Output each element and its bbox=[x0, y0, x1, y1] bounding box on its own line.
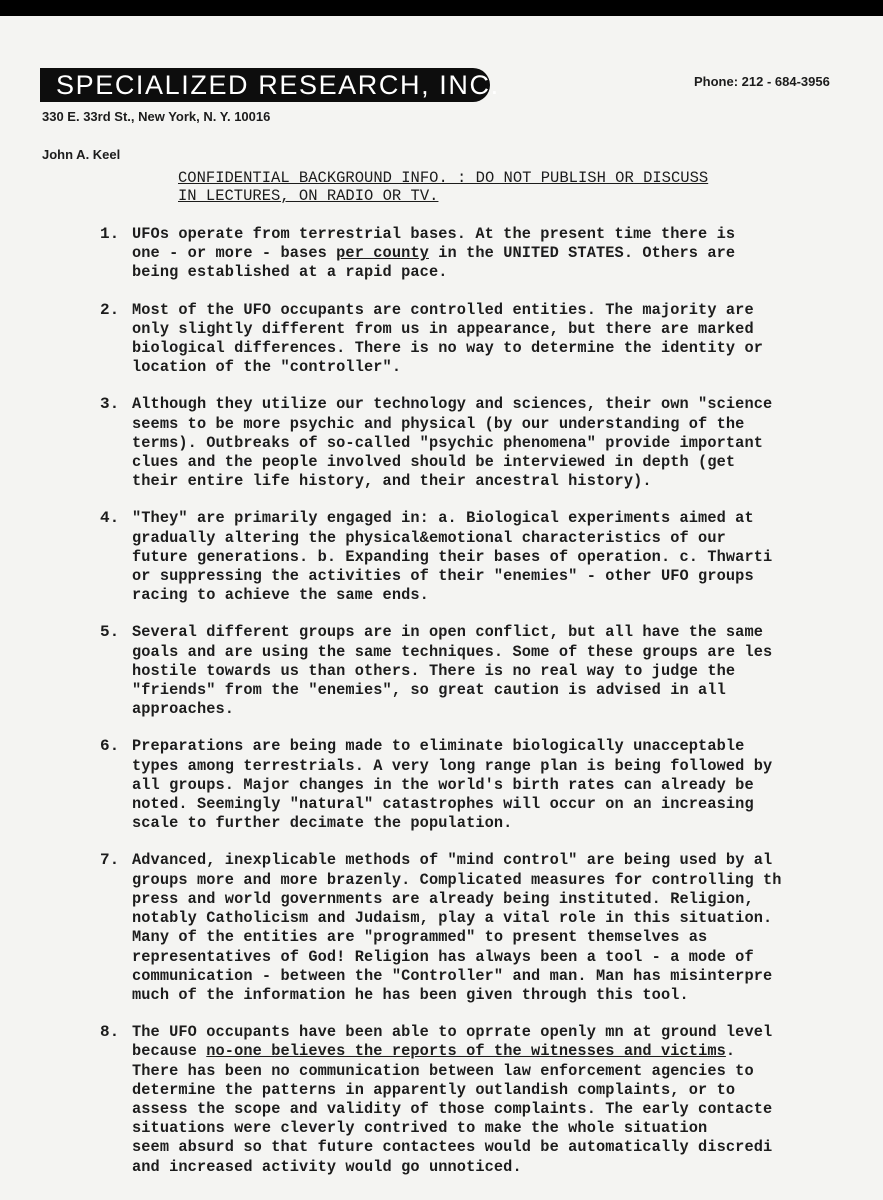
list-item bbox=[100, 225, 883, 283]
item-text bbox=[132, 623, 772, 719]
item-text bbox=[132, 737, 772, 833]
text-line: determine the patterns in apparently outlandish complaints, or to bbox=[132, 1080, 736, 1099]
text-line: approaches. bbox=[132, 700, 235, 719]
underlined-text: no-one believes the reports of the witnesses and victims bbox=[206, 1042, 726, 1061]
text-line: seem absurd so that future contactees would be automatically discredi bbox=[132, 1138, 773, 1157]
text-line: only slightly different from us in appearance, but there are marked bbox=[132, 319, 754, 338]
item-text bbox=[132, 509, 772, 605]
notice-line-2: IN LECTURES, ON RADIO OR TV. bbox=[178, 187, 439, 205]
text-line: clues and the people involved should be interviewed in depth (get bbox=[132, 453, 736, 472]
text-line: notably Catholicism and Judaism, play a vital role in this situation. bbox=[132, 909, 773, 928]
text-line: gradually altering the physical&emotional characteristics of our bbox=[132, 528, 726, 547]
text-line: future generations. b. Expanding their bases of operation. c. Thwarti bbox=[132, 547, 773, 566]
item-number: 8. bbox=[100, 1023, 120, 1042]
text-line: UFOs operate from terrestrial bases. At the present time there is bbox=[132, 225, 736, 243]
top-black-bar bbox=[0, 0, 883, 16]
confidential-notice bbox=[178, 169, 708, 205]
notice-line-1: CONFIDENTIAL BACKGROUND INFO. : DO NOT PUBLISH OR DISCUSS bbox=[178, 169, 709, 187]
text-line: much of the information he has been given through this tool. bbox=[132, 985, 689, 1004]
text-line: "friends" from the "enemies", so great caution is advised in all bbox=[132, 681, 726, 700]
item-number: 1. bbox=[100, 225, 120, 243]
text-line: The UFO occupants have been able to oprrate openly mn at ground level bbox=[132, 1023, 773, 1042]
text-line: location of the "controller". bbox=[132, 358, 402, 377]
list-item bbox=[100, 737, 883, 833]
text-line: and increased activity would go unnoticed. bbox=[132, 1157, 522, 1176]
text-line: hostile towards us than others. There is no real way to judge the bbox=[132, 661, 736, 680]
item-text bbox=[132, 851, 782, 1005]
text-line: types among terrestrials. A very long range plan is being followed by bbox=[132, 756, 773, 775]
list-item bbox=[100, 395, 883, 491]
item-text bbox=[132, 225, 735, 283]
list-item bbox=[100, 301, 883, 378]
company-letterhead bbox=[40, 68, 500, 102]
text-line: Although they utilize our technology and sciences, their own "science bbox=[132, 395, 773, 414]
list-item bbox=[100, 1023, 883, 1177]
text-line: There has been no communication between law enforcement agencies to bbox=[132, 1061, 754, 1080]
text-line: assess the scope and validity of those complaints. The early contacte bbox=[132, 1099, 773, 1118]
text-line: representatives of God! Religion has always been a tool - a mode of bbox=[132, 947, 754, 966]
company-address: 330 E. 33rd St., New York, N. Y. 10016 bbox=[42, 109, 271, 124]
text-line: or suppressing the activities of their "enemies" - other UFO groups bbox=[132, 567, 754, 586]
text-line: noted. Seemingly "natural" catastrophes will occur on an increasing bbox=[132, 795, 754, 814]
company-name: SPECIALIZED RESEARCH, INC. bbox=[56, 70, 500, 100]
text-line: all groups. Major changes in the world's birth rates can already be bbox=[132, 775, 754, 794]
text-line: Most of the UFO occupants are controlled entities. The majority are bbox=[132, 300, 754, 319]
list-item bbox=[100, 509, 883, 605]
underlined-text: per county bbox=[336, 244, 429, 263]
text-line: press and world governments are already being instituted. Religion, bbox=[132, 889, 754, 908]
text-line: Many of the entities are "programmed" to present themselves as bbox=[132, 928, 708, 947]
item-number: 6. bbox=[100, 737, 120, 756]
phone-number: Phone: 212 - 684-3956 bbox=[694, 74, 830, 89]
text-line: communication - between the "Controller" and man. Man has misinterpre bbox=[132, 966, 773, 985]
text-line: goals and are using the same techniques. Some of these groups are les bbox=[132, 642, 773, 661]
text-line: Several different groups are in open conflict, but all have the same bbox=[132, 623, 764, 642]
item-number: 4. bbox=[100, 509, 120, 528]
text-line: scale to further decimate the population. bbox=[132, 814, 513, 833]
text-line: biological differences. There is no way to determine the identity or bbox=[132, 339, 764, 358]
item-text bbox=[132, 301, 763, 378]
text-line: because no-one believes the reports of the witnesses and victims. bbox=[132, 1042, 736, 1061]
text-line: "They" are primarily engaged in: a. Biological experiments aimed at bbox=[132, 509, 754, 528]
item-text bbox=[132, 1023, 772, 1177]
list-item bbox=[100, 851, 883, 1005]
list-item bbox=[100, 623, 883, 719]
text-line: terms). Outbreaks of so-called "psychic phenomena" provide important bbox=[132, 433, 764, 452]
numbered-list bbox=[100, 225, 883, 1195]
item-text bbox=[132, 395, 772, 491]
text-line: Advanced, inexplicable methods of "mind control" are being used by al bbox=[132, 851, 773, 870]
item-number: 3. bbox=[100, 395, 120, 414]
text-line: groups more and more brazenly. Complicated measures for controlling th bbox=[132, 870, 782, 889]
text-line: their entire life history, and their ancestral history). bbox=[132, 472, 652, 491]
item-number: 5. bbox=[100, 623, 120, 642]
text-line: racing to achieve the same ends. bbox=[132, 586, 429, 605]
text-line: being established at a rapid pace. bbox=[132, 263, 448, 282]
text-line: one - or more - bases per county in the UNITED STATES. Others are bbox=[132, 244, 736, 263]
item-number: 7. bbox=[100, 851, 120, 870]
text-line: seems to be more psychic and physical (by our understanding of the bbox=[132, 414, 745, 433]
item-number: 2. bbox=[100, 300, 120, 319]
author-name: John A. Keel bbox=[42, 147, 121, 162]
text-line: Preparations are being made to eliminate biologically unacceptable bbox=[132, 737, 745, 756]
text-line: situations were cleverly contrived to make the whole situation bbox=[132, 1119, 708, 1138]
